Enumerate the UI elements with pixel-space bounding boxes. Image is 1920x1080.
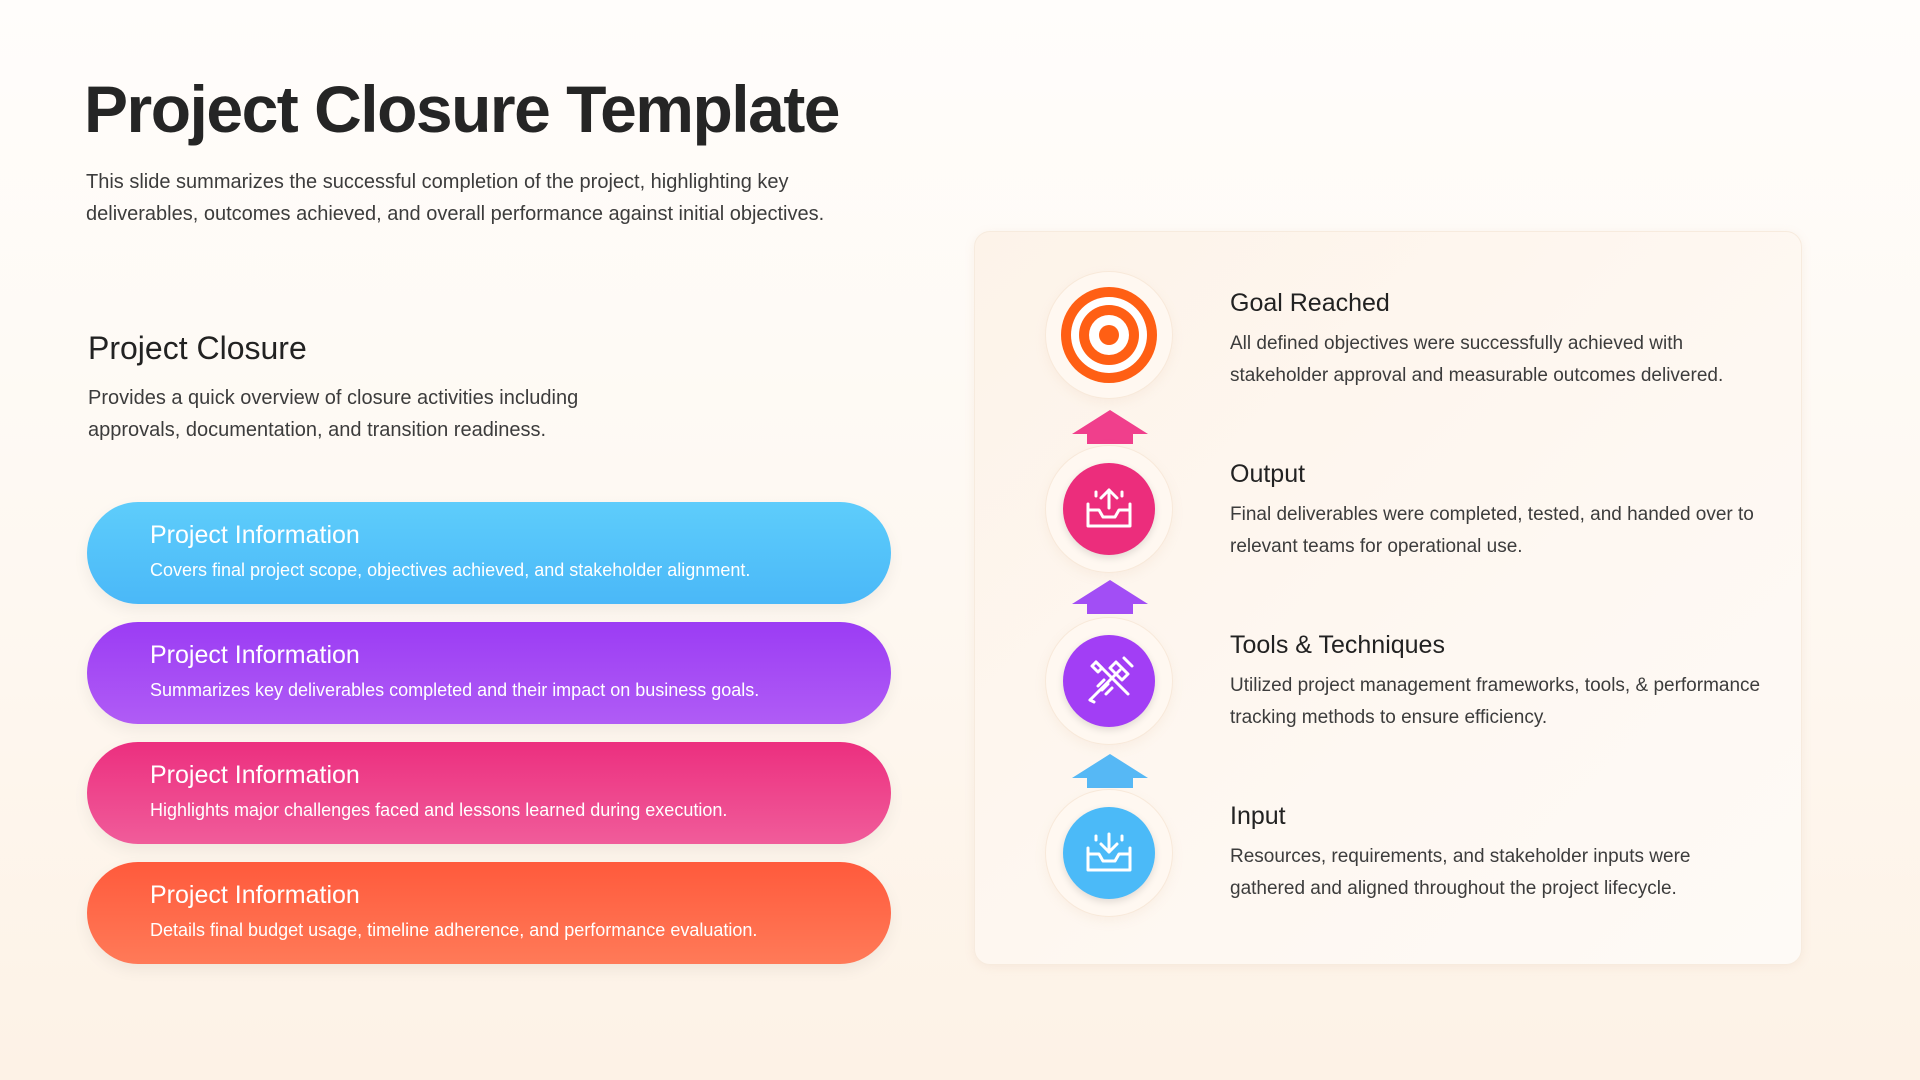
project-info-pill-challenges (87, 742, 891, 844)
step-description-tools-techniques: Utilized project management frameworks, tools, & performance tracking methods to ensure efficiency. (1230, 675, 1761, 728)
step-title-tools-techniques: Tools & Techniques (1230, 631, 1445, 659)
tray-download-icon (1046, 790, 1172, 916)
step-description-input: Resources, requirements, and stakeholder inputs were gathered and aligned throughout the project lifecycle. (1230, 846, 1691, 899)
arrow-up-icon (1072, 580, 1148, 614)
step-title-goal-reached: Goal Reached (1230, 289, 1390, 317)
project-info-list (87, 502, 891, 982)
step-description-output: Final deliverables were completed, tested, and handed over to relevant teams for operational use. (1230, 504, 1754, 557)
output-icon-ring (1046, 446, 1172, 572)
step-title-input: Input (1230, 802, 1286, 830)
pill-title: Project Information (150, 521, 360, 549)
closure-section-title: Project Closure (88, 330, 307, 366)
arrow-up-icon (1072, 410, 1148, 444)
pill-description: Highlights major challenges faced and lessons learned during execution. (150, 800, 728, 820)
project-info-pill-scope (87, 502, 891, 604)
input-icon-ring (1046, 790, 1172, 916)
pill-title: Project Information (150, 881, 360, 909)
closure-section-description: Provides a quick overview of closure activities including approvals, documentation, and transition readiness. (88, 387, 579, 441)
goal-reached-icon-ring (1046, 272, 1172, 398)
step-description-goal-reached: All defined objectives were successfully achieved with stakeholder approval and measurable outcomes delivered. (1230, 333, 1724, 386)
slide-title: Project Closure Template (84, 72, 840, 146)
project-info-pill-deliverables (87, 622, 891, 724)
tools-icon (1046, 618, 1172, 744)
tray-upload-icon (1046, 446, 1172, 572)
pill-title: Project Information (150, 761, 360, 789)
target-icon (1046, 272, 1172, 398)
pill-description: Details final budget usage, timeline adherence, and performance evaluation. (150, 920, 758, 940)
pill-title: Project Information (150, 641, 360, 669)
step-title-output: Output (1230, 460, 1306, 488)
pill-description: Summarizes key deliverables completed and their impact on business goals. (150, 680, 760, 700)
tools-techniques-icon-ring (1046, 618, 1172, 744)
pill-description: Covers final project scope, objectives achieved, and stakeholder alignment. (150, 560, 751, 580)
arrow-up-icon (1072, 754, 1148, 788)
slide-subtitle: This slide summarizes the successful completion of the project, highlighting key deliverables, outcomes achieved, and overall performance against initial objectives. (86, 171, 825, 225)
project-info-pill-budget (87, 862, 891, 964)
